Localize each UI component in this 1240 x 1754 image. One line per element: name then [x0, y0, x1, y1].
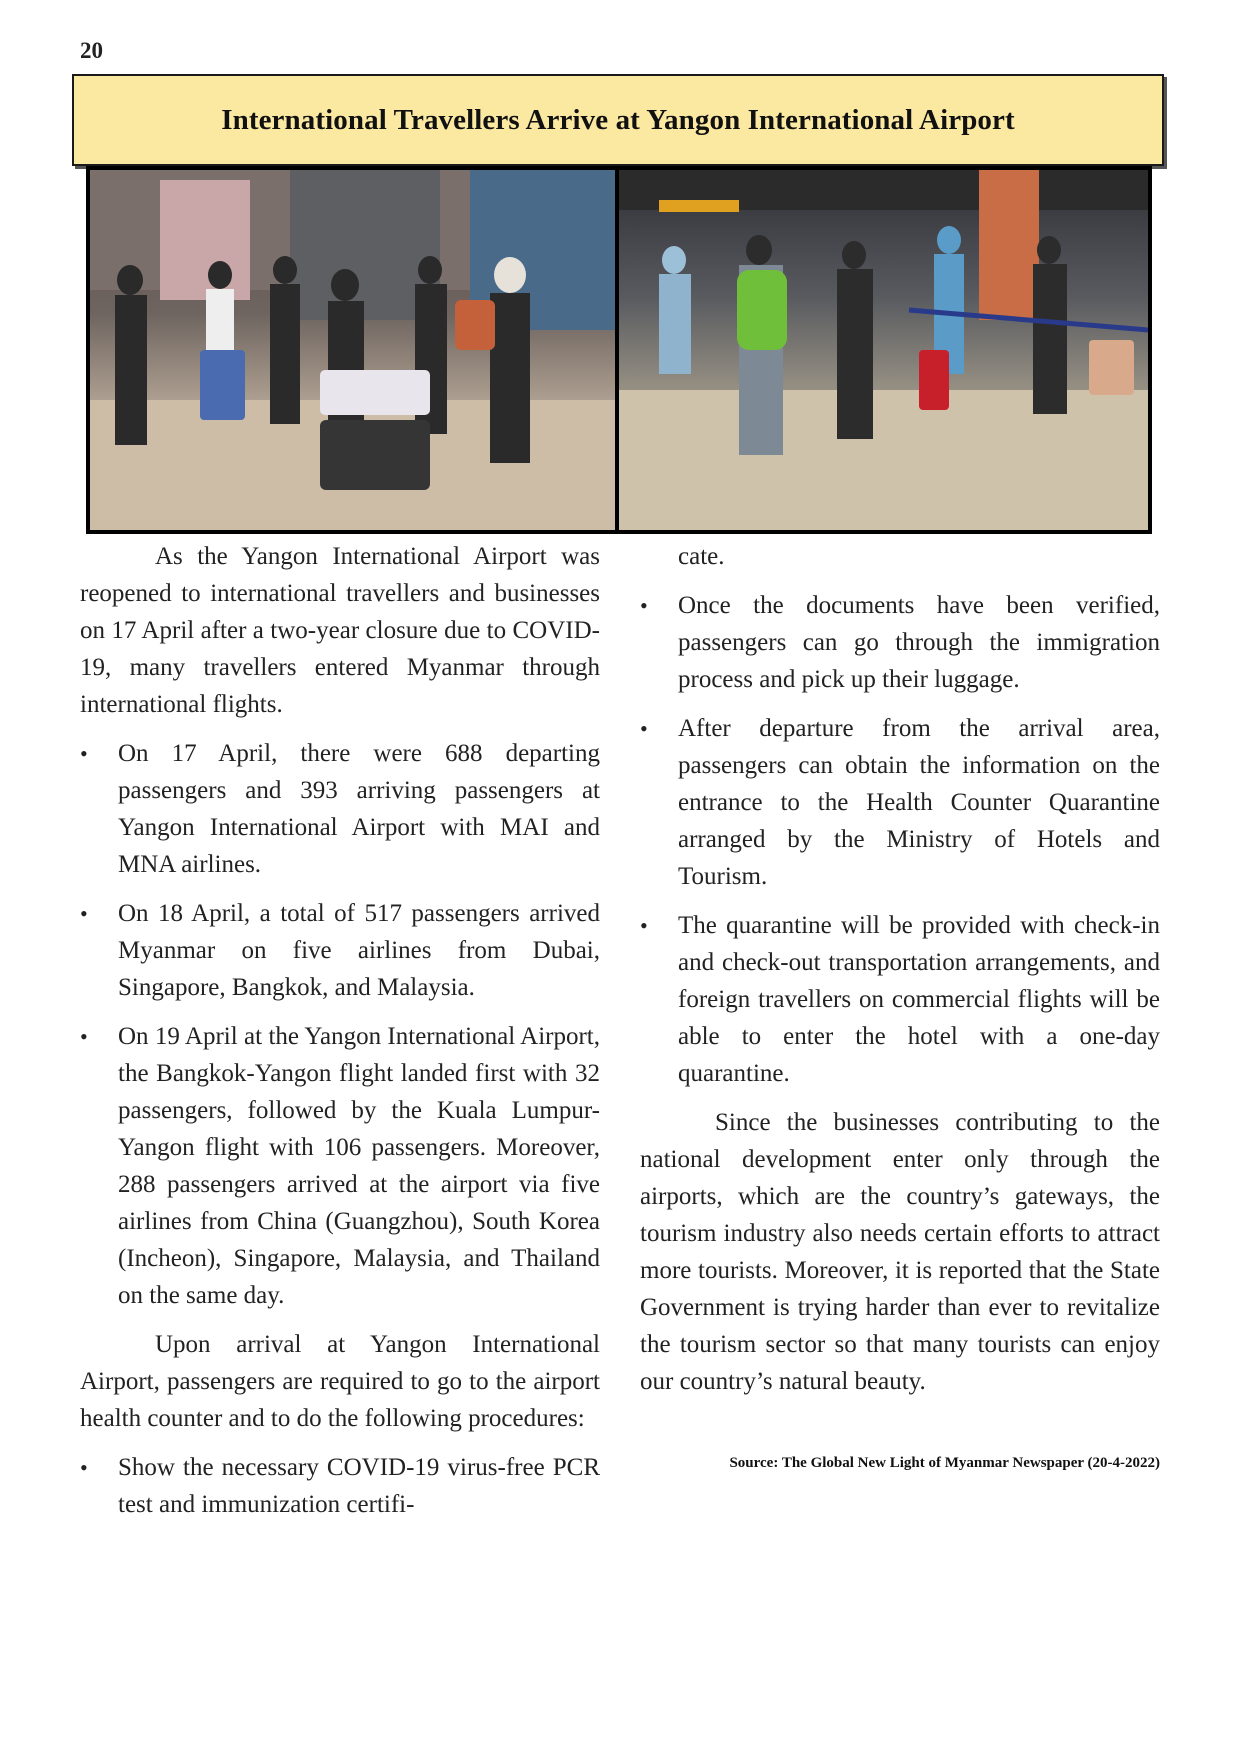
- title-banner: [72, 74, 1164, 166]
- source-citation: Source: The Global New Light of Myanmar Newspaper (20-4-2022): [729, 1455, 1160, 1471]
- closing-paragraph: Since the businesses contributing to the national development enter only through the airports, which are the country’s gateways, the tourism industry also needs certain efforts to attract more tourists. Moreover, it is reported that the State Government is trying harder than ever to revitalize the tourism sector so that many tourists can enjoy our country’s natural beauty.: [640, 1109, 1160, 1395]
- list-item: • On 18 April, a total of 517 passengers arrived Myanmar on five airlines from Dubai, Singapore, Bangkok, and Malaysia.: [80, 895, 600, 1006]
- arrival-stats-list: [80, 735, 600, 1314]
- list-item: • Once the documents have been verified, passengers can go through the immigration process and pick up their luggage.: [640, 587, 1160, 698]
- continued-text: cate.: [678, 543, 725, 570]
- left-column: [80, 538, 600, 1523]
- list-item: • On 19 April at the Yangon International Airport, the Bangkok-Yangon flight landed first with 32 passengers, followed by the Kuala Lumpur-Yangon flight with 106 passengers. Moreover, 288 passengers arrived at the airport via five airlines from China (Guangzhou), South Korea (Incheon), Singapore, Malaysia, and Thailand on the same day.: [80, 1018, 600, 1314]
- procedure-intro-paragraph: Upon arrival at Yangon International Airport, passengers are required to go to the airport health counter and to do the following procedures:: [80, 1331, 600, 1432]
- procedure-list: [80, 1449, 600, 1523]
- list-item: • After departure from the arrival area, passengers can obtain the information on the entrance to the Health Counter Quarantine arranged by the Ministry of Hotels and Tourism.: [640, 710, 1160, 895]
- list-item: • On 17 April, there were 688 departing passengers and 393 arriving passengers at Yangon International Airport with MAI and MNA airlines.: [80, 735, 600, 883]
- list-item: • The quarantine will be provided with check-in and check-out transportation arrangements, and foreign travellers on commercial flights will be able to enter the hotel with a one-day quarantine.: [640, 907, 1160, 1092]
- intro-paragraph: As the Yangon International Airport was reopened to international travellers and businesses on 17 April after a two-year closure due to COVID-19, many travellers entered Myanmar through international flights.: [80, 543, 600, 718]
- page-number: 20: [80, 38, 103, 63]
- article-title: International Travellers Arrive at Yangon International Airport: [221, 103, 1015, 136]
- airport-arrival-hall-photo: [90, 170, 615, 530]
- procedure-list-continued: [640, 587, 1160, 1092]
- photo-strip: [86, 166, 1152, 534]
- airport-passengers-queue-photo: [619, 170, 1148, 530]
- right-column: [640, 538, 1160, 1400]
- list-item: • Show the necessary COVID-19 virus-free PCR test and immunization certifi-: [80, 1449, 600, 1523]
